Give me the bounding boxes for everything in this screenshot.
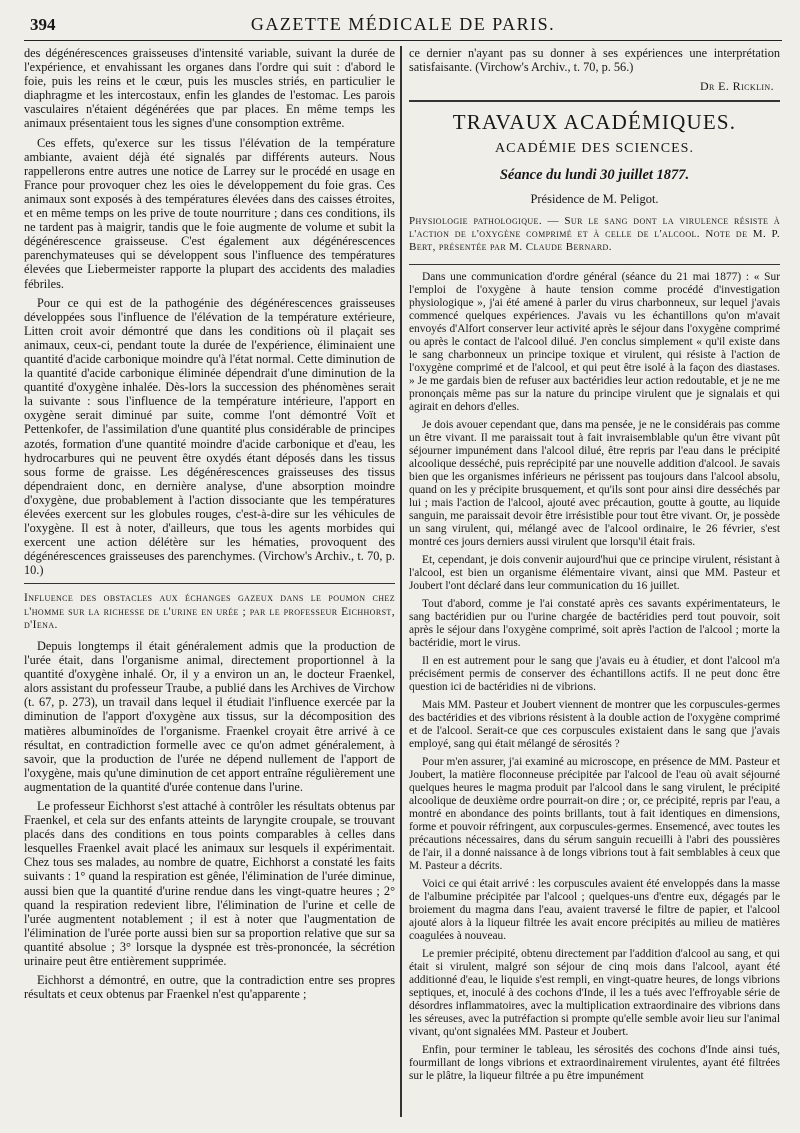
section-title: TRAVAUX ACADÉMIQUES. <box>452 110 737 135</box>
paragraph: Mais MM. Pasteur et Joubert viennent de montrer que les corpuscules-germes des bactéridies et des vibrions résistent à la double action de l'oxygène comprimé et de l'alcool. Serait-ce que ces corpuscules existaient dans le sang que j'avais employé, sang qui était mélangé de sérosités ? <box>409 699 780 751</box>
paragraph: des dégénérescences graisseuses d'intensité variable, suivant la durée de l'expérience, et envahissant les organes dans l'ordre qui suit : d'abord le foie, puis les reins et le cœur, puis les muscles striés, en particulier le diaphragme et les intercostaux, enfin les glandes de l'estomac. Les parois vasculaires n'étaient dégénérées que par places. En même temps les animaux présentaient tous les signes d'une consomption extrême. <box>24 46 395 131</box>
right-column <box>409 46 780 1119</box>
paragraph: Il en est autrement pour le sang que j'avais eu à étudier, et dont l'alcool m'a précisément permis de conserver des échantillons actifs. Il ne peut donc être question ici de bactéridies ni de vibrions. <box>409 655 780 694</box>
article-title: Influence des obstacles aux échanges gazeux dans le poumon chez l'homme sur la richesse de l'urine en urée ; par le professeur Eichhorst, d'Iena. <box>24 592 395 632</box>
paragraph: Pour m'en assurer, j'ai examiné au microscope, en présence de MM. Pasteur et Joubert, la matière floconneuse précipitée par l'alcool de l'eau où avait séjourné quelques heures le magma produit par l'alcool dans le sang virulent, le précipité alcoolique de deuxième ordre pourrait-on dire ; or, ce précipité, repris par l'eau, a montré en abondance des points brillants, tout à fait identiques en dimensions, forme et pouvoir réfringent, aux corpuscules-germes. Ensemencé, avec toutes les précautions nécessaires, dans du sérum sanguin recueilli à l'abri des poussières de l'air, il a donné naissance à de longs vibrions tout à fait semblables à ceux que M. Pasteur a décrits. <box>409 756 780 873</box>
column-divider <box>400 46 402 1117</box>
paragraph: Voici ce qui était arrivé : les corpuscules avaient été enveloppés dans la masse de l'albumine précipitée par l'alcool ; quelques-uns d'entre eux, dégagés par le broiement du magma dans l'eau, avaient traversé le filtre de papier, et l'alcool ajouté alors à la liqueur filtrée les avait encore précipités au milieu de matières coagulées à nouveau. <box>409 878 780 943</box>
left-column <box>24 46 395 1119</box>
paragraph: Le premier précipité, obtenu directement par l'addition d'alcool au sang, et qui était si virulent, malgré son séjour de cinq mois dans l'alcool, ayant été additionné d'eau, le liquide s'est rempli, en vingt-quatre heures, de longs vibrions septiques, et, inoculé à des cochons d'Inde, il les a tués avec l'effroyable série de désordres inflammatoires, avec la multiplication extraordinaire des vibrions dans les séreuses, avec la putréfaction si prompte qu'elle semble avoir lieu sur l'animal vivant, qu'ont signalées MM. Pasteur et Joubert. <box>409 948 780 1039</box>
paragraph: Le professeur Eichhorst s'est attaché à contrôler les résultats obtenus par Fraenkel, et cela sur des enfants atteints de laryngite croupale, se trouvant placés dans des conditions en tous points comparables à celles dans lesquelles Fraenkel avait placé les animaux sur lesquels il expérimentait. Chez tous ses malades, au nombre de quatre, Eichhorst a constaté les faits suivants : 1° quand la respiration est gênée, l'élimination de l'urée diminue, aussi bien que la quantité d'urine rendue dans les vingt-quatre heures ; 2° quand la respiration redevient libre, l'élimination de l'urine et celle de l'urée augmentent notablement ; il est à noter que l'augmentation de l'élimination de l'urée porte aussi bien sur sa proportion relative que sur sa quantité absolue ; 3° lorsque la dyspnée est très-prononcée, la sécrétion urinaire peut être entièrement supprimée. <box>24 799 395 969</box>
paragraph: Depuis longtemps il était généralement admis que la production de l'urée était, dans l'organisme animal, directement proportionnel à la quantité d'oxygène inhalé. Or, il y a environ un an, le docteur Fraenkel, alors assistant du professeur Traube, a publié dans les Archives de Virchow (t. 67, p. 273), un travail dans lequel il étudiait l'influence exercée par la diminution de l'apport d'oxygène aux tissus, sur la décomposition des matières albuminoïdes de l'organisme. Fraenkel croyait être arrivé à ce résultat, en contradiction formelle avec ce qu'on admet généralement, à savoir, que la production de l'urée ne dépend nullement de l'apport de l'oxygène, mais qu'une diminution de cet apport entraîne régulièrement une augmentation de la quantité d'urée contenue dans l'urine. <box>24 638 395 794</box>
paragraph: Eichhorst a démontré, en outre, que la contradiction entre ses propres résultats et ceux obtenus par Fraenkel n'est qu'apparente ; <box>24 973 395 1002</box>
session-date: Séance du lundi 30 juillet 1877. <box>499 167 690 184</box>
page-number: 394 <box>30 15 56 34</box>
paragraph: Tout d'abord, comme je l'ai constaté après ces savants expérimentateurs, le sang bactéridien pur ou l'urine chargée de bactéridies perd tout pouvoir, soit après le séjour dans l'oxygène comprimé, soit après l'action de l'alcool ; morte la bactéridie, mort le virus. <box>409 598 780 650</box>
paragraph: Je dois avouer cependant que, dans ma pensée, je ne le considérais pas comme un être vivant. Il me paraissait tout à fait invraisemblable qu'un être vivant pût séjourner impunément dans l'alcool dilué, être repris par l'eau dans le précipité alcoolique desséché, puis reprécipité par une nouvelle addition d'alcool. Je savais bien que les organismes inférieurs ne périssent pas toujours dans l'alcool absolu, quand on les y précipite brusquement, et qu'ils sont pour ainsi dire desséchés par lui ; mais l'action de l'alcool, ajouté avec précaution, goutte à goutte, au liquide sanguin, me paraissait devoir être irrésistible pour tout être vivant. Or, je possède un sang virulent, qui, mélangé avec de l'alcool ordinaire, le 26 février, s'est montré ces jours derniers aussi virulent que lorsqu'il était frais. <box>409 419 780 549</box>
paragraph: ce dernier n'ayant pas su donner à ses expériences une interprétation satisfaisante. (Virchow's Archiv., t. 70, p. 56.) <box>409 46 780 75</box>
paragraph: Pour ce qui est de la pathogénie des dégénérescences graisseuses développées sous l'influence de l'élévation de la température extérieure, Litten croit avoir démontré que dans les conditions où il plaçait ses animaux, ceux-ci, pendant toute la durée de l'expérience, éliminaient une quantité d'acide carbonique moindre qu'à l'état normal. Cette diminution de la quantité d'acide carbonique éliminée dépendrait d'une diminution de la quantité d'oxygène inhalée. Dès-lors la succession des phénomènes serait la suivante : sous l'influence de la température intérieure, l'apport en oxygène serait diminué par suite, comme l'ont démontré Voït et Pettenkofer, de l'assimilation d'une quantité plus considérable de principes azotés, formation d'une quantité moindre d'acide carbonique et d'eau, les hydrocarbures qui ne peuvent être oxydés étant déposés dans les tissus sous forme de graisse. Les dégénérescences graisseuses des tissus dépendraient donc, en dernière analyse, d'une absorption moindre d'oxygène, due probablement à l'action dissociante que les températures élevées exercent sur les globules rouges, c'est-à-dire sur les véhicules de l'oxygène. Il est à noter, d'ailleurs, que tous les agents morbides qui exercent une action délétère sur les hématies, provoquent des dégénérescences graisseuses des parenchymes. (Virchow's Archiv., t. 70, p. 10.) <box>24 295 395 578</box>
presidency: Présidence de M. Peligot. <box>530 192 659 207</box>
section-header-box <box>409 100 780 265</box>
article-rubric: Physiologie pathologique. — Sur le sang dont la virulence résiste à l'action de l'oxygène comprimé et à celle de l'alcool. Note de M. P. Bert, présentée par M. Claude Bernard. <box>409 215 780 254</box>
page-header <box>24 12 782 34</box>
paragraph: Et, cependant, je dois convenir aujourd'hui que ce principe virulent, résistant à l'alcool, est bien un organisme élémentaire vivant, ainsi que MM. Pasteur et Joubert l'ont déclaré dans leur communication du 16 juillet. <box>409 554 780 593</box>
journal-title: GAZETTE MÉDICALE DE PARIS. <box>250 14 556 34</box>
paragraph: Ces effets, qu'exerce sur les tissus l'élévation de la température ambiante, avaient déjà été signalés par différents auteurs. Nous rappellerons entre autres une notice de Larrey sur le procédé en usage en France pour provoquer chez les oies le développement du foie gras. Ces animaux sont exposés à des températures élevées dans des caisses étroites, et en même temps on les prive de toute nourriture ; dans ces conditions, ils ne tardent pas à maigrir, tandis que le foie augmente de volume et subit la dégénérescence graisseuse. C'est également aux dégénérescences parenchymateuses qui se développent sous l'influence des températures élevées que Liebermeister rapporte la plupart des accidents des maladies fébriles. <box>24 135 395 291</box>
author-signature: Dr E. Ricklin. <box>699 79 774 94</box>
header-rule <box>24 40 782 41</box>
paragraph: Enfin, pour terminer le tableau, les sérosités des cochons d'Inde ainsi tués, fourmillant de longs vibrions et extraordinairement virulentes, ayant été filtrées sur le plâtre, la liqueur filtrée a pu être impunément <box>409 1044 780 1083</box>
paragraph: Dans une communication d'ordre général (séance du 21 mai 1877) : « Sur l'emploi de l'oxygène à haute tension comme procédé d'investigation physiologique », j'ai été amené à parler du virus charbonneux, sur lequel j'avais commencé quelques expériences. J'avais vu les échantillons qu'on m'avait envoyés d'Alfort conserver leur activité après le séjour dans l'oxygène comprimé ou après le contact de l'alcool dilué. J'en conclus simplement « qu'il existe dans le sang charbonneux un principe toxique et virulent, qui résiste à l'action de l'oxygène comprimé et de l'alcool, et qui peut être isolé à la façon des diastases. » Je me gardais bien de refuser aux bactéridies leur action redoutable, et je ne me prononçais même pas sur la nature du principe virulent que je signalais et qui agirait en dehors d'elles. <box>409 271 780 414</box>
section-divider <box>24 583 395 584</box>
academy-title: ACADÉMIE DES SCIENCES. <box>495 141 694 157</box>
